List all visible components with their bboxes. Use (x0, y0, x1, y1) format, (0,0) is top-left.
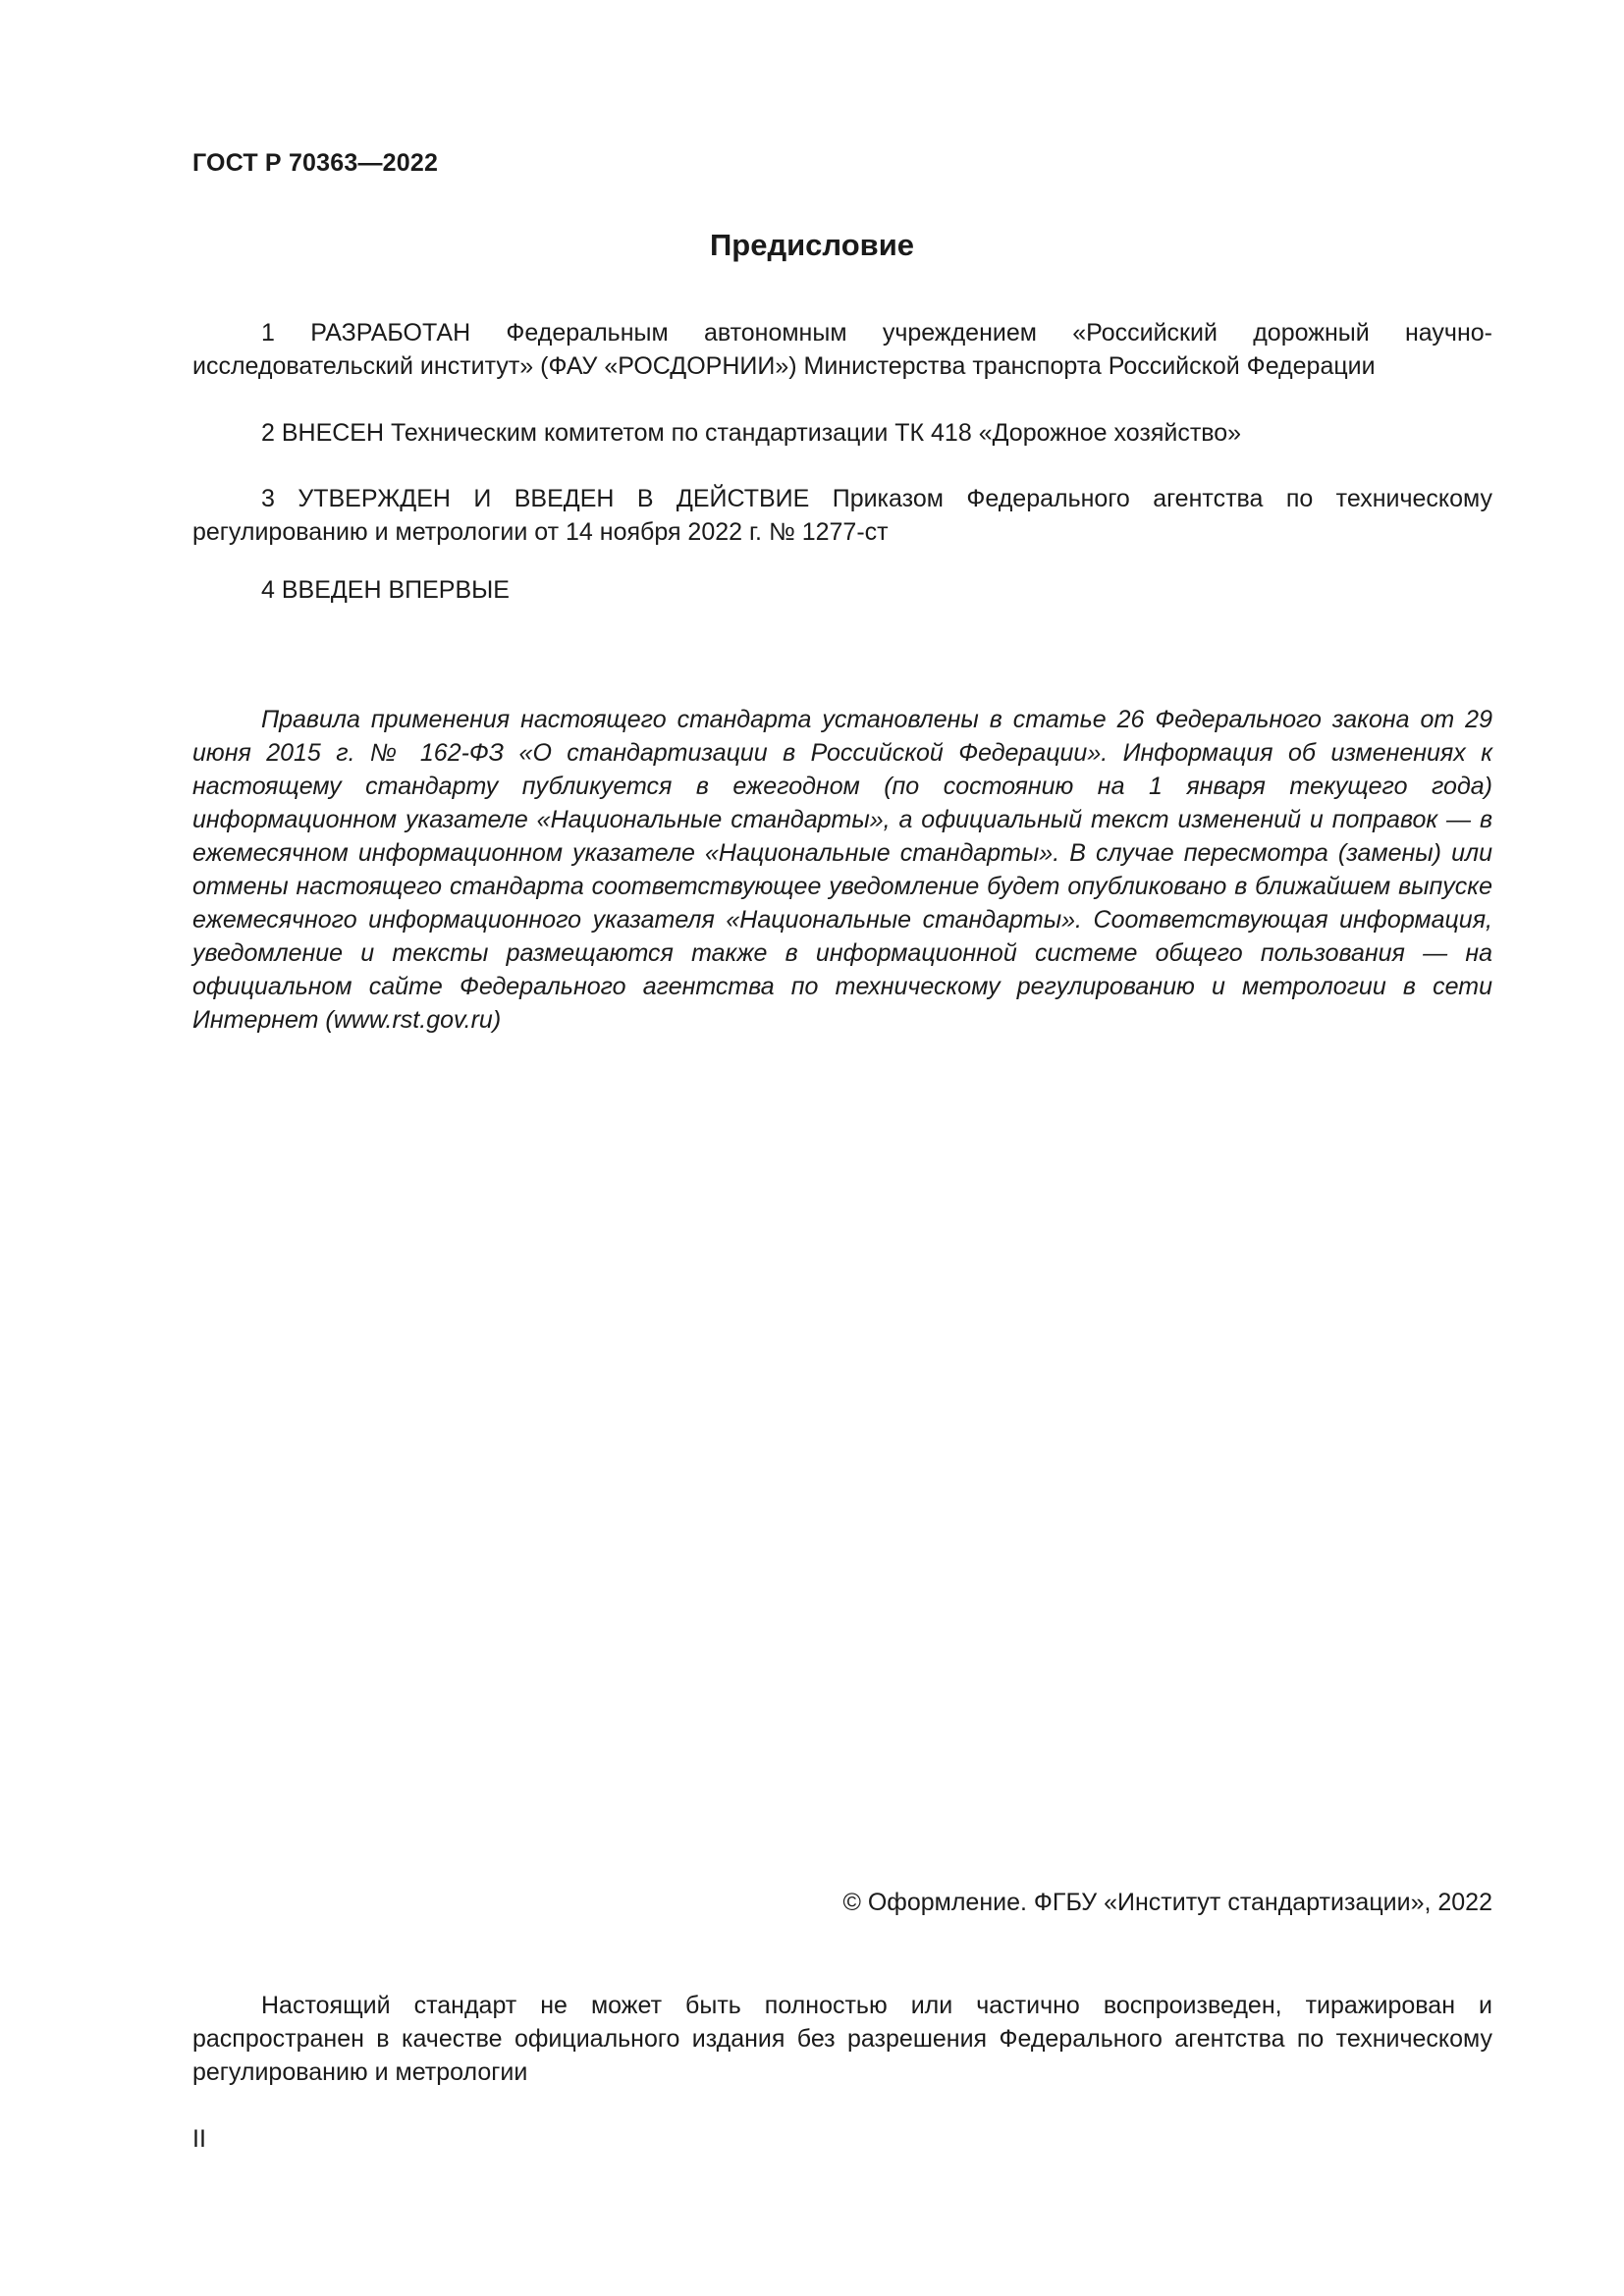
page-number: II (192, 2125, 206, 2153)
foreword-item-developed: 1 РАЗРАБОТАН Федеральным автономным учреждением «Российский дорожный научно-исследовательский институт» (ФАУ «РОСДОРНИИ») Министерства транспорта Российской Федерации (192, 319, 1492, 380)
page-title: Предисловие (709, 228, 914, 262)
foreword-item-approved: 3 УТВЕРЖДЕН И ВВЕДЕН В ДЕЙСТВИЕ Приказом Федерального агентства по техническому регулированию и метрологии от 14 ноября 2022 г. № 1277-ст (192, 485, 1492, 546)
copyright-notice: © Оформление. ФГБУ «Институт стандартизации», 2022 (842, 1889, 1492, 1916)
foreword-item-introduced: 2 ВНЕСЕН Техническим комитетом по стандартизации ТК 418 «Дорожное хозяйство» (261, 419, 1242, 447)
document-code: ГОСТ Р 70363—2022 (192, 149, 439, 177)
application-rules-paragraph: Правила применения настоящего стандарта установлены в статье 26 Федерального закона от 29 июня 2015 г. № 162-ФЗ «О стандартизации в Российской Федерации». Информация об изменениях к настоящему стандарту публикуется в ежегодном (по состоянию на 1 января текущего года) информационном указателе «Национальные стандарты», а официальный текст изменений и поправок — в ежемесячном информационном указателе «Национальные стандарты». В случае пересмотра (замены) или отмены настоящего стандарта соответствующее уведомление будет опубликовано в ближайшем выпуске ежемесячного информационного указателя «Национальные стандарты». Соответствующая информация, уведомление и тексты размещаются также в информационной системе общего пользования — на официальном сайте Федерального агентства по техническому регулированию и метрологии в сети Интернет (www.rst.gov.ru) (192, 706, 1492, 1034)
reproduction-notice: Настоящий стандарт не может быть полностью или частично воспроизведен, тиражирован и распространен в качестве официального издания без разрешения Федерального агентства по техническому регулированию и метрологии (192, 1992, 1492, 2086)
foreword-item-first-introduced: 4 ВВЕДЕН ВПЕРВЫЕ (261, 576, 510, 604)
